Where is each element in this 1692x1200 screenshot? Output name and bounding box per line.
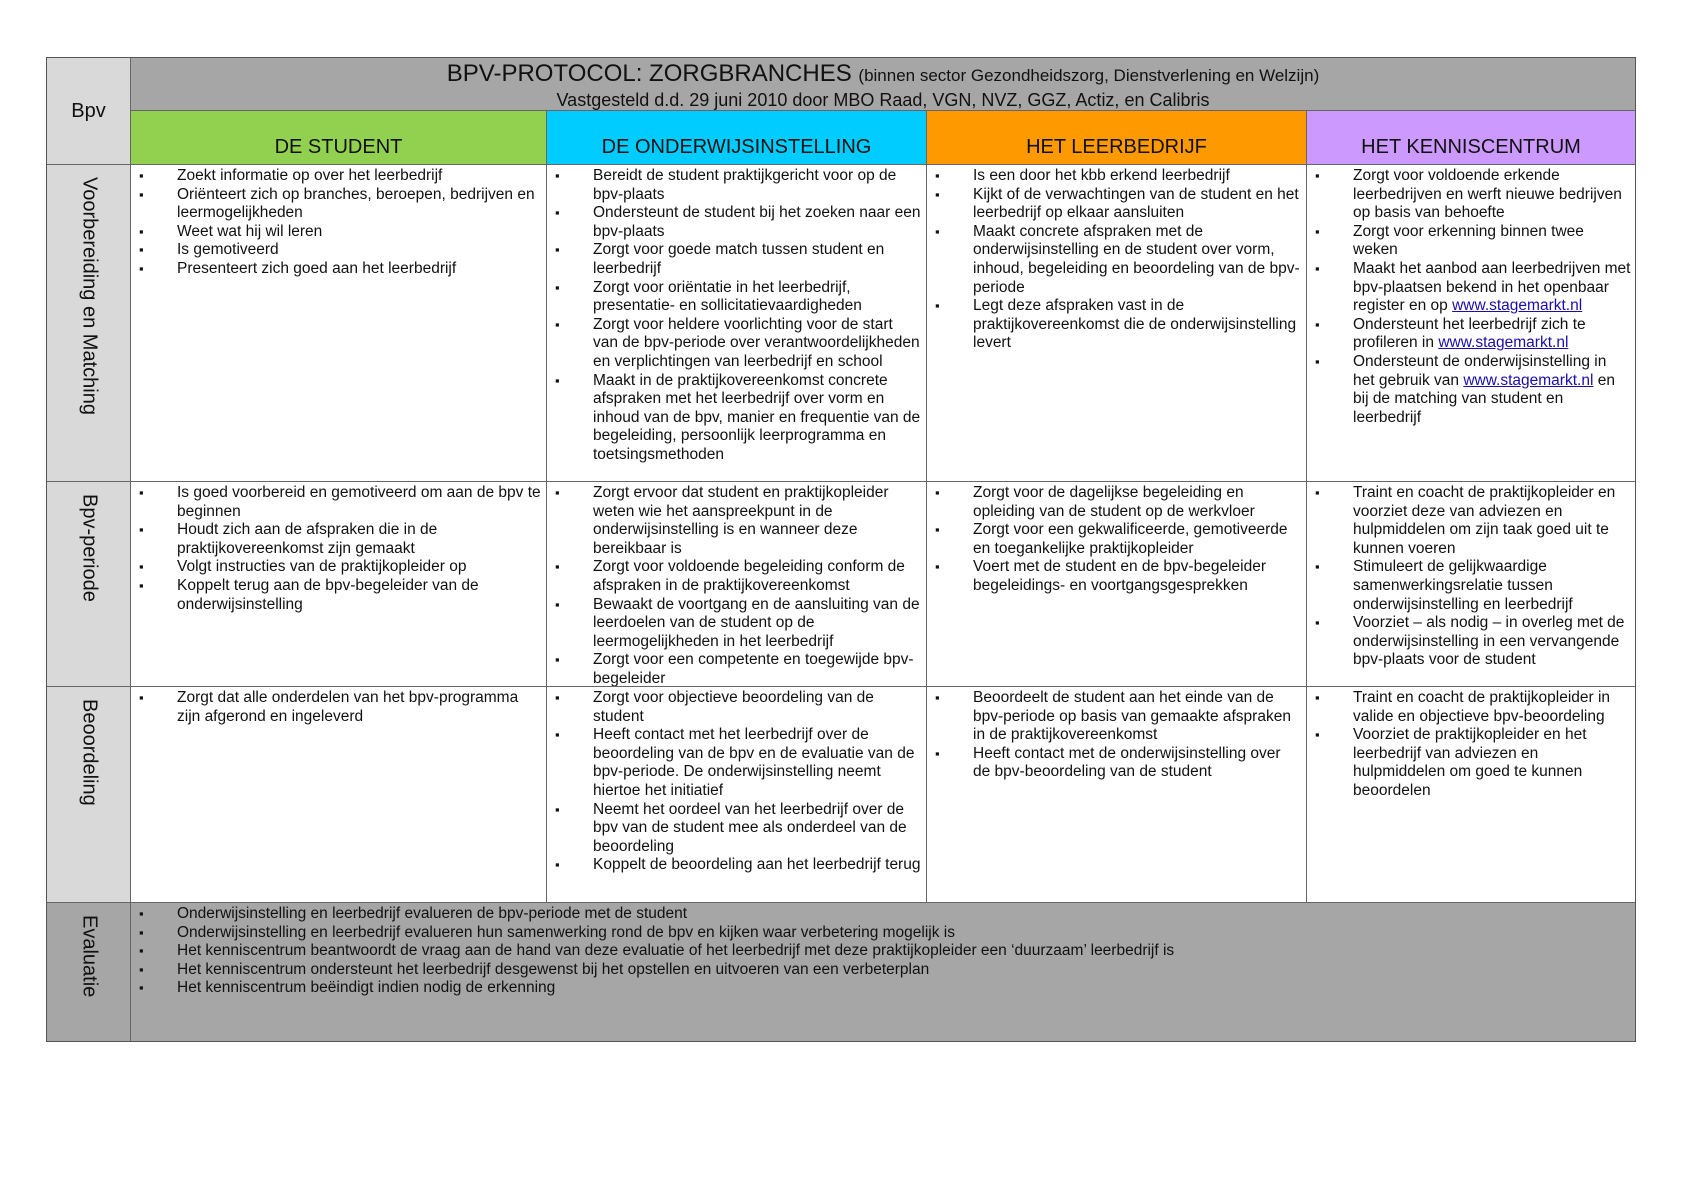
list-item: ▪ Onderwijsinstelling en leerbedrijf evalueren hun samenwerking rond de bpv en kijken waar verbetering mogelijk is — [139, 924, 1631, 943]
list-item: ▪ Zorgt voor objectieve beoordeling van de student — [555, 689, 922, 726]
title-text: BPV-PROTOCOL: ZORGBRANCHES — [446, 60, 852, 87]
list-item: ▪ Onderwijsinstelling en leerbedrijf evalueren de bpv-periode met de student — [139, 905, 1631, 924]
list-item — [1315, 316, 1631, 353]
list-item: ▪ Het kenniscentrum ondersteunt het leerbedrijf desgewenst bij het opstellen en uitvoeren van een verbeterplan — [139, 961, 1631, 980]
list-item: ▪ Het kenniscentrum beantwoordt de vraag aan de hand van deze evaluatie of het leerbedrijf met deze praktijkopleider een ‘duurzaam’ leerbedrijf is — [139, 942, 1631, 961]
stagemarkt-link[interactable]: www.stagemarkt.nl — [1452, 297, 1583, 315]
list-item: ▪ Ondersteunt de student bij het zoeken naar een bpv-plaats — [555, 204, 922, 241]
list-item-text: Ondersteunt het leerbedrijf zich te profileren in — [1353, 315, 1586, 352]
bullet-list — [555, 484, 922, 687]
column-header-kenniscentrum: HET KENNISCENTRUM — [1307, 111, 1635, 165]
list-item: ▪ Koppelt de beoordeling aan het leerbedrijf terug — [555, 856, 922, 875]
list-item: ▪ Zorgt voor goede match tussen student en leerbedrijf — [555, 241, 922, 278]
list-item: ▪ Zorgt voor oriëntatie in het leerbedrijf, presentatie- en sollicitatievaardigheden — [555, 279, 922, 316]
list-item: ▪ Zorgt voor heldere voorlichting voor de start van de bpv-periode over verantwoordelijkheden en verplichtingen van leerbedrijf en school — [555, 316, 922, 372]
list-item: ▪ Stimuleert de gelijkwaardige samenwerkingsrelatie tussen onderwijsinstelling en leerbedrijf — [1315, 558, 1631, 614]
list-item: ▪ Houdt zich aan de afspraken die in de praktijkovereenkomst zijn gemaakt — [139, 521, 542, 558]
bullet-list — [1315, 484, 1631, 670]
list-item: ▪ Is gemotiveerd — [139, 241, 542, 260]
list-item — [1315, 353, 1631, 427]
list-item: ▪ Maakt in de praktijkovereenkomst concrete afspraken met het leerbedrijf over vorm en inhoud van de bpv, manier en frequentie van de begeleiding, persoonlijk leerprogramma en toetsingsmethoden — [555, 372, 922, 465]
cell-voorbereiding-kenniscentrum — [1307, 165, 1635, 482]
bullet-list — [139, 484, 542, 614]
bullet-list — [935, 484, 1302, 596]
list-item: ▪ Voorziet – als nodig – in overleg met de onderwijsinstelling in een vervangende bpv-plaats voor de student — [1315, 614, 1631, 670]
list-item: ▪ Oriënteert zich op branches, beroepen, bedrijven en leermogelijkheden — [139, 186, 542, 223]
cell-periode-onderwijs — [547, 482, 927, 687]
cell-voorbereiding-student — [131, 165, 547, 482]
list-item-text: en bij de matching van student en leerbedrijf — [1353, 371, 1615, 426]
list-item: ▪ Het kenniscentrum beëindigt indien nodig de erkenning — [139, 979, 1631, 998]
list-item: ▪ Neemt het oordeel van het leerbedrijf over de bpv van de student mee als onderdeel van de beoordeling — [555, 801, 922, 857]
list-item: ▪ Zorgt voor een gekwalificeerde, gemotiveerde en toegankelijke praktijkopleider — [935, 521, 1302, 558]
list-item: ▪ Legt deze afspraken vast in de praktijkovereenkomst die de onderwijsinstelling levert — [935, 297, 1302, 353]
list-item: ▪ Maakt concrete afspraken met de onderwijsinstelling en de student over vorm, inhoud, begeleiding en beoordeling van de bpv-periode — [935, 223, 1302, 297]
list-item: ▪ Zorgt voor de dagelijkse begeleiding en opleiding van de student op de werkvloer — [935, 484, 1302, 521]
stagemarkt-link[interactable]: www.stagemarkt.nl — [1438, 334, 1569, 352]
cell-voorbereiding-leerbedrijf — [927, 165, 1307, 482]
list-item: ▪ Is goed voorbereid en gemotiveerd om aan de bpv te beginnen — [139, 484, 542, 521]
list-item: ▪ Heeft contact met de onderwijsinstelling over de bpv-beoordeling van de student — [935, 745, 1302, 782]
row-label-periode — [47, 482, 131, 687]
cell-periode-leerbedrijf — [927, 482, 1307, 687]
row-label-text: Bpv-periode — [78, 494, 100, 602]
list-item — [1315, 260, 1631, 316]
bullet-list — [139, 167, 542, 279]
list-item-text: Maakt het aanbod aan leerbedrijven met bpv-plaatsen bekend in het openbaar register en op — [1353, 259, 1631, 315]
title-block — [131, 58, 1635, 111]
list-item: ▪ Zorgt voor voldoende erkende leerbedrijven en werft nieuwe bedrijven op basis van behoefte — [1315, 167, 1631, 223]
bullet-list — [935, 689, 1302, 782]
row-label-text: Voorbereiding en Matching — [78, 177, 100, 415]
column-header-onderwijsinstelling: DE ONDERWIJSINSTELLING — [547, 111, 927, 165]
bullet-list — [139, 689, 542, 726]
page-title — [131, 60, 1635, 90]
list-item: ▪ Traint en coacht de praktijkopleider in valide en objectieve bpv-beoordeling — [1315, 689, 1631, 726]
row-label-beoordeling — [47, 687, 131, 903]
list-item: ▪ Zoekt informatie op over het leerbedrijf — [139, 167, 542, 186]
list-item: ▪ Beoordeelt de student aan het einde van de bpv-periode op basis van gemaakte afspraken in de praktijkovereenkomst — [935, 689, 1302, 745]
cell-evaluatie — [131, 903, 1635, 1041]
list-item: ▪ Presenteert zich goed aan het leerbedrijf — [139, 260, 542, 279]
cell-beoordeling-onderwijs — [547, 687, 927, 903]
protocol-table — [46, 57, 1636, 1042]
list-item: ▪ Zorgt ervoor dat student en praktijkopleider weten wie het aanspreekpunt in de onderwijsinstelling is en wanneer deze bereikbaar is — [555, 484, 922, 558]
list-item: ▪ Heeft contact met het leerbedrijf over de beoordeling van de bpv en de evaluatie van de bpv-periode. De onderwijsinstelling neemt hiertoe het initiatief — [555, 726, 922, 800]
list-item: ▪ Bereidt de student praktijkgericht voor op de bpv-plaats — [555, 167, 922, 204]
row-label-text: Evaluatie — [78, 915, 100, 998]
bullet-list — [555, 167, 922, 465]
list-item: ▪ Zorgt dat alle onderdelen van het bpv-programma zijn afgerond en ingeleverd — [139, 689, 542, 726]
cell-voorbereiding-onderwijs — [547, 165, 927, 482]
list-item: ▪ Zorgt voor voldoende begeleiding conform de afspraken in de praktijkovereenkomst — [555, 558, 922, 595]
row-label-voorbereiding — [47, 165, 131, 482]
list-item: ▪ Voorziet de praktijkopleider en het leerbedrijf van adviezen en hulpmiddelen om goed te kunnen beoordelen — [1315, 726, 1631, 800]
list-item: ▪ Koppelt terug aan de bpv-begeleider van de onderwijsinstelling — [139, 577, 542, 614]
list-item: ▪ Zorgt voor erkenning binnen twee weken — [1315, 223, 1631, 260]
list-item: ▪ Is een door het kbb erkend leerbedrijf — [935, 167, 1302, 186]
column-header-student: DE STUDENT — [131, 111, 547, 165]
list-item: ▪ Voert met de student en de bpv-begeleider begeleidings- en voortgangsgesprekken — [935, 558, 1302, 595]
bullet-list — [139, 905, 1631, 998]
bullet-list — [555, 689, 922, 875]
bullet-list — [1315, 689, 1631, 801]
row-label-evaluatie — [47, 903, 131, 1041]
page-subtitle: Vastgesteld d.d. 29 juni 2010 door MBO Raad, VGN, NVZ, GGZ, Actiz, en Calibris — [556, 90, 1210, 110]
list-item: ▪ Bewaakt de voortgang en de aansluiting van de leerdoelen van de student op de leermogelijkheden in het leerbedrijf — [555, 596, 922, 652]
cell-periode-student — [131, 482, 547, 687]
stagemarkt-link[interactable]: www.stagemarkt.nl — [1463, 371, 1594, 389]
list-item: ▪ Kijkt of de verwachtingen van de student en het leerbedrijf op elkaar aansluiten — [935, 186, 1302, 223]
cell-beoordeling-student — [131, 687, 547, 903]
cell-beoordeling-leerbedrijf — [927, 687, 1307, 903]
list-item: ▪ Volgt instructies van de praktijkopleider op — [139, 558, 542, 577]
bullet-list — [935, 167, 1302, 353]
title-sector: (binnen sector Gezondheidszorg, Dienstverlening en Welzijn) — [858, 66, 1320, 85]
list-item: ▪ Traint en coacht de praktijkopleider en voorziet deze van adviezen en hulpmiddelen om zijn taak goed uit te kunnen voeren — [1315, 484, 1631, 558]
cell-beoordeling-kenniscentrum — [1307, 687, 1635, 903]
list-item: ▪ Weet wat hij wil leren — [139, 223, 542, 242]
row-label-text: Beoordeling — [78, 699, 100, 806]
list-item: ▪ Zorgt voor een competente en toegewijde bpv-begeleider — [555, 651, 922, 687]
list-item-text: Ondersteunt de onderwijsinstelling in het gebruik van — [1353, 352, 1607, 389]
column-header-leerbedrijf: HET LEERBEDRIJF — [927, 111, 1307, 165]
bullet-list — [1315, 167, 1631, 427]
cell-periode-kenniscentrum — [1307, 482, 1635, 687]
bpv-corner-label: Bpv — [47, 58, 131, 165]
